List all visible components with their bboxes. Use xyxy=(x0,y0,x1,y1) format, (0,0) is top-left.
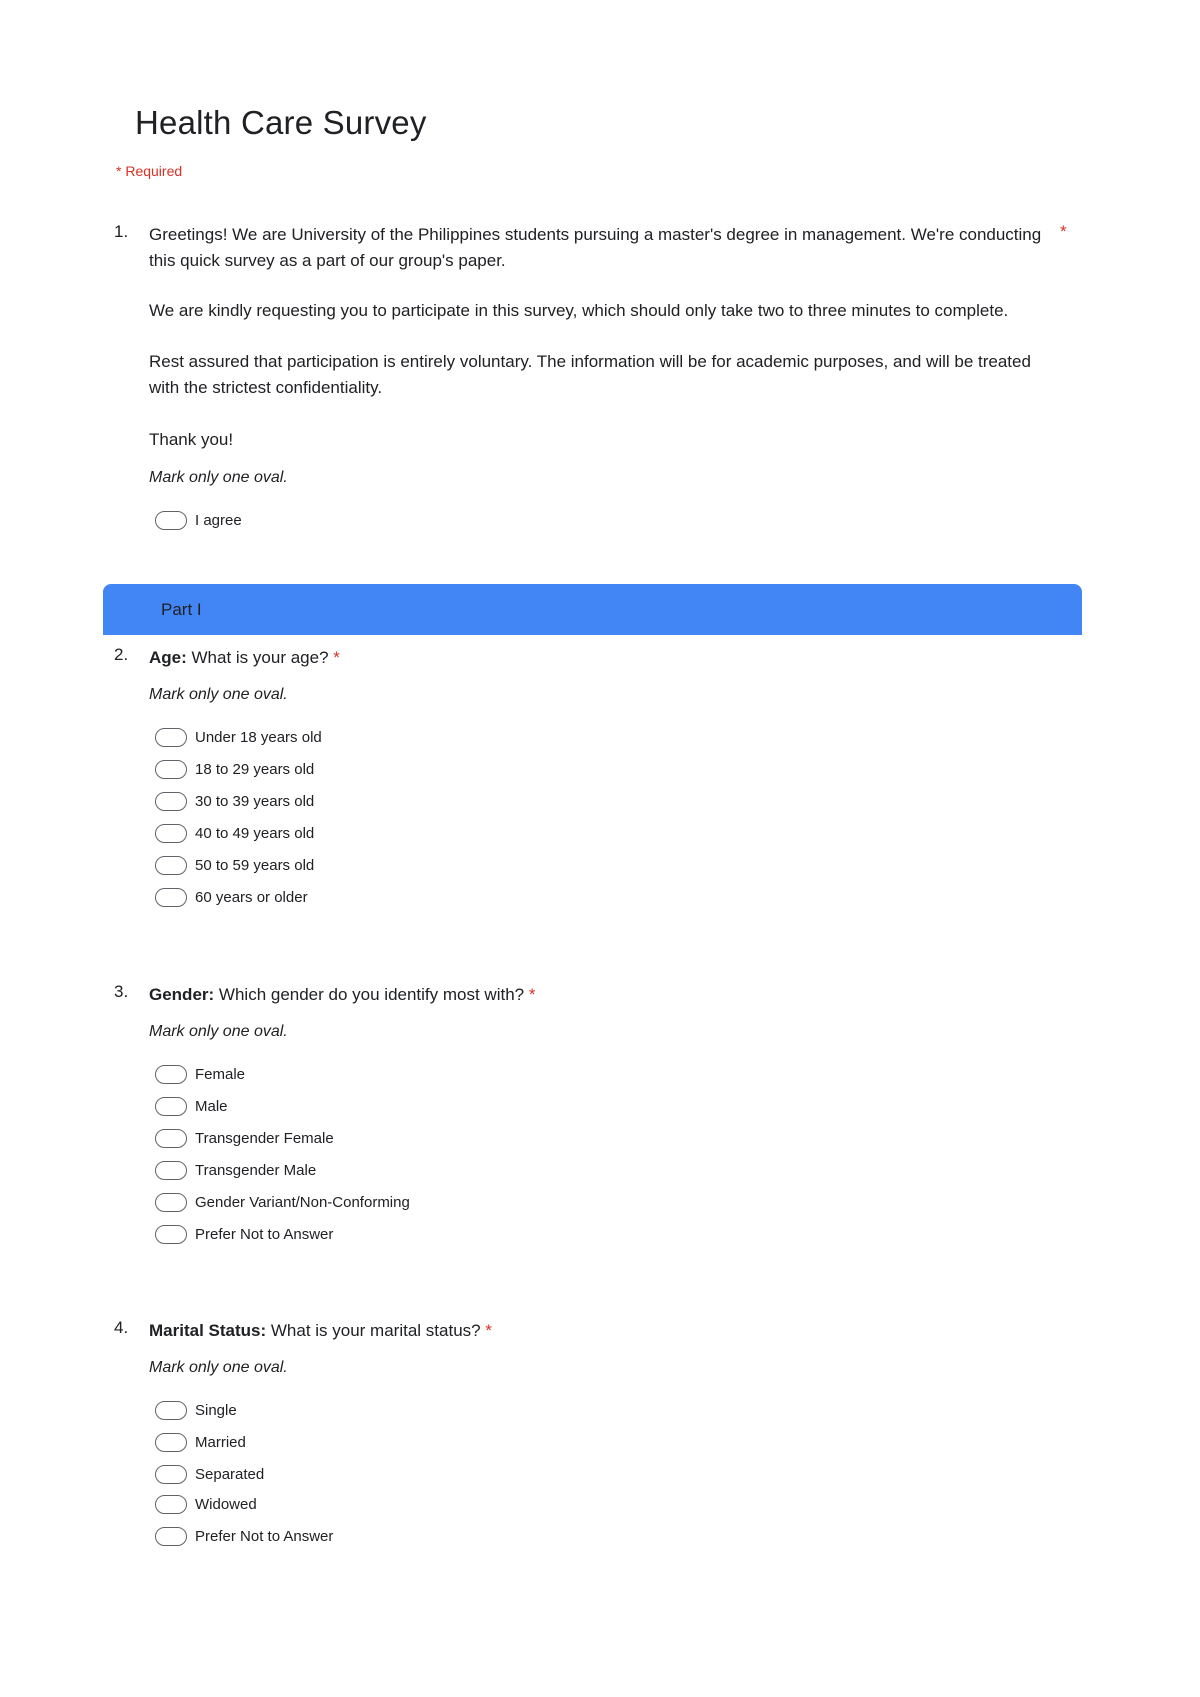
option-single[interactable] xyxy=(155,1398,237,1422)
radio-oval[interactable] xyxy=(155,1433,187,1452)
question-1-thanks: Thank you! xyxy=(149,430,234,449)
option-60-older[interactable] xyxy=(155,885,308,909)
radio-oval[interactable] xyxy=(155,1527,187,1546)
option-under-18[interactable] xyxy=(155,725,322,749)
radio-oval[interactable] xyxy=(155,1495,187,1514)
radio-oval[interactable] xyxy=(155,728,187,747)
option-label: 60 years or older xyxy=(195,888,308,906)
radio-oval[interactable] xyxy=(155,1065,187,1084)
radio-oval[interactable] xyxy=(155,1465,187,1484)
section-header-tab xyxy=(103,628,140,635)
radio-oval[interactable] xyxy=(155,1161,187,1180)
radio-oval[interactable] xyxy=(155,760,187,779)
option-label: Married xyxy=(195,1433,246,1451)
option-transgender-female[interactable] xyxy=(155,1126,334,1150)
option-label: Under 18 years old xyxy=(195,728,322,746)
question-number: 4. xyxy=(114,1318,129,1337)
radio-oval[interactable] xyxy=(155,1401,187,1420)
section-header-bar xyxy=(103,584,1082,635)
option-label: I agree xyxy=(195,511,242,529)
mark-hint: Mark only one oval. xyxy=(149,469,288,486)
question-number: 1. xyxy=(114,222,129,241)
radio-oval[interactable] xyxy=(155,1225,187,1244)
question-prompt: Which gender do you identify most with? xyxy=(214,985,525,1004)
option-label: 50 to 59 years old xyxy=(195,856,315,874)
option-gender-variant[interactable] xyxy=(155,1190,410,1214)
option-female[interactable] xyxy=(155,1062,245,1086)
required-star: * xyxy=(528,985,536,1004)
option-separated[interactable] xyxy=(155,1462,264,1486)
option-label: Widowed xyxy=(195,1495,257,1513)
question-prompt: What is your marital status? xyxy=(266,1321,481,1340)
option-prefer-not-to-answer[interactable] xyxy=(155,1222,333,1246)
radio-oval[interactable] xyxy=(155,1193,187,1212)
radio-oval[interactable] xyxy=(155,511,187,530)
required-note: * Required xyxy=(116,163,183,179)
option-30-39[interactable] xyxy=(155,789,314,813)
option-50-59[interactable] xyxy=(155,853,314,877)
question-4-text xyxy=(149,1318,1049,1344)
option-label: Separated xyxy=(195,1465,265,1483)
required-star: * xyxy=(333,648,340,667)
mark-hint: Mark only one oval. xyxy=(149,1023,288,1040)
radio-oval[interactable] xyxy=(155,1097,187,1116)
option-prefer-not-to-answer[interactable] xyxy=(155,1524,333,1548)
question-3-text xyxy=(149,982,1049,1008)
option-married[interactable] xyxy=(155,1430,246,1454)
radio-oval[interactable] xyxy=(155,1129,187,1148)
option-label: Transgender Female xyxy=(195,1129,334,1147)
option-label: 18 to 29 years old xyxy=(195,760,315,778)
required-star: * xyxy=(485,1321,492,1340)
question-number: 2. xyxy=(114,645,129,664)
option-label: Female xyxy=(195,1065,246,1083)
option-label: Prefer Not to Answer xyxy=(195,1225,334,1243)
option-label: Gender Variant/Non-Conforming xyxy=(195,1193,410,1211)
question-2-text xyxy=(149,645,1049,671)
option-label: Prefer Not to Answer xyxy=(195,1527,334,1545)
option-18-29[interactable] xyxy=(155,757,314,781)
mark-hint: Mark only one oval. xyxy=(149,1359,288,1376)
radio-oval[interactable] xyxy=(155,888,187,907)
question-1-intro: Greetings! We are University of the Philippines students pursuing a master's degree in management. We're conducting this quick survey as a part of our group's paper. xyxy=(149,225,1042,270)
question-1-request: We are kindly requesting you to participate in this survey, which should only take two to three minutes to complete. xyxy=(149,301,1009,320)
question-number: 3. xyxy=(114,982,129,1001)
question-label: Gender: xyxy=(149,985,215,1004)
mark-hint: Mark only one oval. xyxy=(149,686,288,703)
option-i-agree[interactable] xyxy=(155,508,242,532)
question-label: Marital Status: xyxy=(149,1321,267,1340)
section-title: Part I xyxy=(161,600,202,619)
option-label: Transgender Male xyxy=(195,1161,317,1179)
required-star: * xyxy=(1060,222,1067,241)
option-transgender-male[interactable] xyxy=(155,1158,316,1182)
question-prompt: What is your age? xyxy=(186,648,329,667)
radio-oval[interactable] xyxy=(155,856,187,875)
option-label: Male xyxy=(195,1097,228,1115)
option-male[interactable] xyxy=(155,1094,228,1118)
option-40-49[interactable] xyxy=(155,821,314,845)
radio-oval[interactable] xyxy=(155,824,187,843)
radio-oval[interactable] xyxy=(155,792,187,811)
option-label: Single xyxy=(195,1401,237,1419)
option-label: 40 to 49 years old xyxy=(195,824,315,842)
form-title: Health Care Survey xyxy=(135,104,427,141)
question-label: Age: xyxy=(149,648,187,667)
option-label: 30 to 39 years old xyxy=(195,792,315,810)
option-widowed[interactable] xyxy=(155,1492,257,1516)
question-1-confidentiality: Rest assured that participation is entirely voluntary. The information will be for academic purposes, and will be treated with the strictest confidentiality. xyxy=(149,352,1031,397)
